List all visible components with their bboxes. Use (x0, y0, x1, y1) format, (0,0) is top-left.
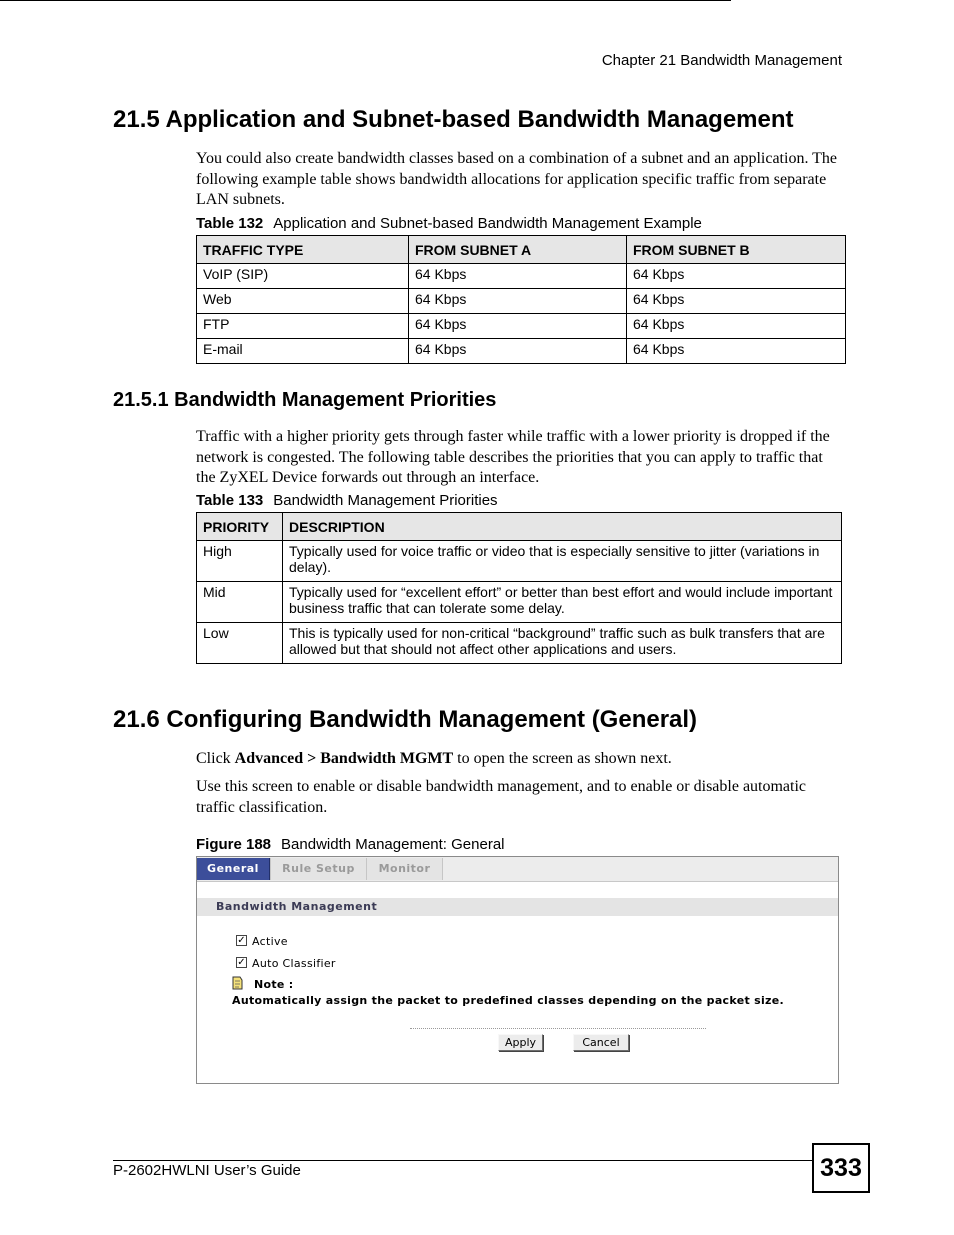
table-cell: Web (197, 289, 409, 314)
table-header-row (197, 513, 842, 541)
column-header: PRIORITY (197, 513, 283, 541)
instruction-text: Click (196, 750, 235, 767)
table-cell: VoIP (SIP) (197, 264, 409, 289)
table-row (197, 314, 846, 339)
table-row (197, 264, 846, 289)
tab-rule-setup[interactable]: Rule Setup (270, 858, 367, 880)
table-cell: 64 Kbps (409, 339, 627, 364)
section-title-bar (197, 898, 838, 916)
column-header: TRAFFIC TYPE (197, 236, 409, 264)
table-cell: E-mail (197, 339, 409, 364)
footer-divider (113, 1160, 812, 1161)
table-132-caption (196, 215, 702, 232)
auto-classifier-label: Auto Classifier (252, 957, 336, 970)
table-133-caption (196, 492, 498, 509)
figure-188-caption (196, 836, 505, 853)
table-133 (196, 512, 842, 664)
section-21-6-instruction (196, 749, 844, 770)
table-cell: 64 Kbps (627, 314, 846, 339)
instruction-text: to open the screen as shown next. (453, 750, 672, 767)
menu-path: Advanced > Bandwidth MGMT (234, 750, 454, 767)
table-cell: 64 Kbps (627, 289, 846, 314)
chapter-header: Chapter 21 Bandwidth Management (601, 52, 842, 69)
figure-188-label: Figure 188 (196, 836, 272, 853)
column-header: DESCRIPTION (283, 513, 842, 541)
tab-general[interactable]: General (197, 858, 270, 880)
section-21-6-heading: 21.6 Configuring Bandwidth Management (General) (113, 706, 698, 733)
active-checkbox[interactable]: ✓ (237, 935, 246, 946)
cancel-button[interactable]: Cancel (573, 1034, 629, 1051)
table-cell: This is typically used for non-critical “background” traffic such as bulk transfers that are allowed but that should not affect other applications and users. (283, 623, 842, 664)
tab-bar (197, 857, 838, 882)
table-cell: High (197, 541, 283, 582)
note-icon (232, 976, 243, 990)
table-133-label: Table 133 (196, 492, 264, 509)
guide-title: P-2602HWLNI User’s Guide (113, 1162, 301, 1179)
active-label: Active (252, 935, 288, 948)
note-label: Note : (254, 978, 294, 991)
table-cell: 64 Kbps (627, 339, 846, 364)
table-row (197, 541, 842, 582)
header-divider (0, 0, 731, 1)
dotted-divider (410, 1028, 706, 1029)
table-132-label: Table 132 (196, 215, 264, 232)
bandwidth-management-screen (196, 856, 839, 1084)
table-header-row (197, 236, 846, 264)
table-132 (196, 235, 846, 364)
table-cell: Typically used for voice traffic or video that is especially sensitive to jitter (variations in delay). (283, 541, 842, 582)
table-cell: 64 Kbps (409, 289, 627, 314)
section-21-5-paragraph: You could also create bandwidth classes based on a combination of a subnet and an application. The following example table shows bandwidth allocations for application specific traffic from separate LAN subnets. (196, 150, 838, 208)
table-cell: 64 Kbps (409, 264, 627, 289)
section-21-5-heading: 21.5 Application and Subnet-based Bandwidth Management (113, 106, 794, 133)
table-row (197, 289, 846, 314)
column-header: FROM SUBNET A (409, 236, 627, 264)
section-title: Bandwidth Management (216, 900, 378, 913)
table-132-title: Application and Subnet-based Bandwidth Management Example (273, 215, 702, 232)
table-row (197, 339, 846, 364)
table-cell: Low (197, 623, 283, 664)
note-text: Automatically assign the packet to predefined classes depending on the packet size. (232, 994, 785, 1007)
table-cell: 64 Kbps (627, 264, 846, 289)
section-21-6-paragraph: Use this screen to enable or disable bandwidth management, and to enable or disable automatic traffic classification. (196, 778, 807, 816)
section-21-5-1-heading: 21.5.1 Bandwidth Management Priorities (113, 389, 497, 411)
table-row (197, 623, 842, 664)
page-number: 333 (812, 1143, 870, 1193)
apply-button[interactable]: Apply (498, 1034, 543, 1051)
column-header: FROM SUBNET B (627, 236, 846, 264)
table-cell: FTP (197, 314, 409, 339)
table-cell: Mid (197, 582, 283, 623)
tab-monitor[interactable]: Monitor (366, 858, 443, 880)
auto-classifier-checkbox[interactable]: ✓ (237, 957, 246, 968)
table-cell: 64 Kbps (409, 314, 627, 339)
table-133-title: Bandwidth Management Priorities (273, 492, 498, 509)
table-cell: Typically used for “excellent effort” or better than best effort and would include important business traffic that can tolerate some delay. (283, 582, 842, 623)
figure-188-title: Bandwidth Management: General (281, 836, 505, 853)
table-row (197, 582, 842, 623)
section-21-5-1-paragraph: Traffic with a higher priority gets through faster while traffic with a lower priority is dropped if the network is congested. The following table describes the priorities that you can apply to traffic that the ZyXEL Device forwards out through an interface. (196, 428, 830, 486)
